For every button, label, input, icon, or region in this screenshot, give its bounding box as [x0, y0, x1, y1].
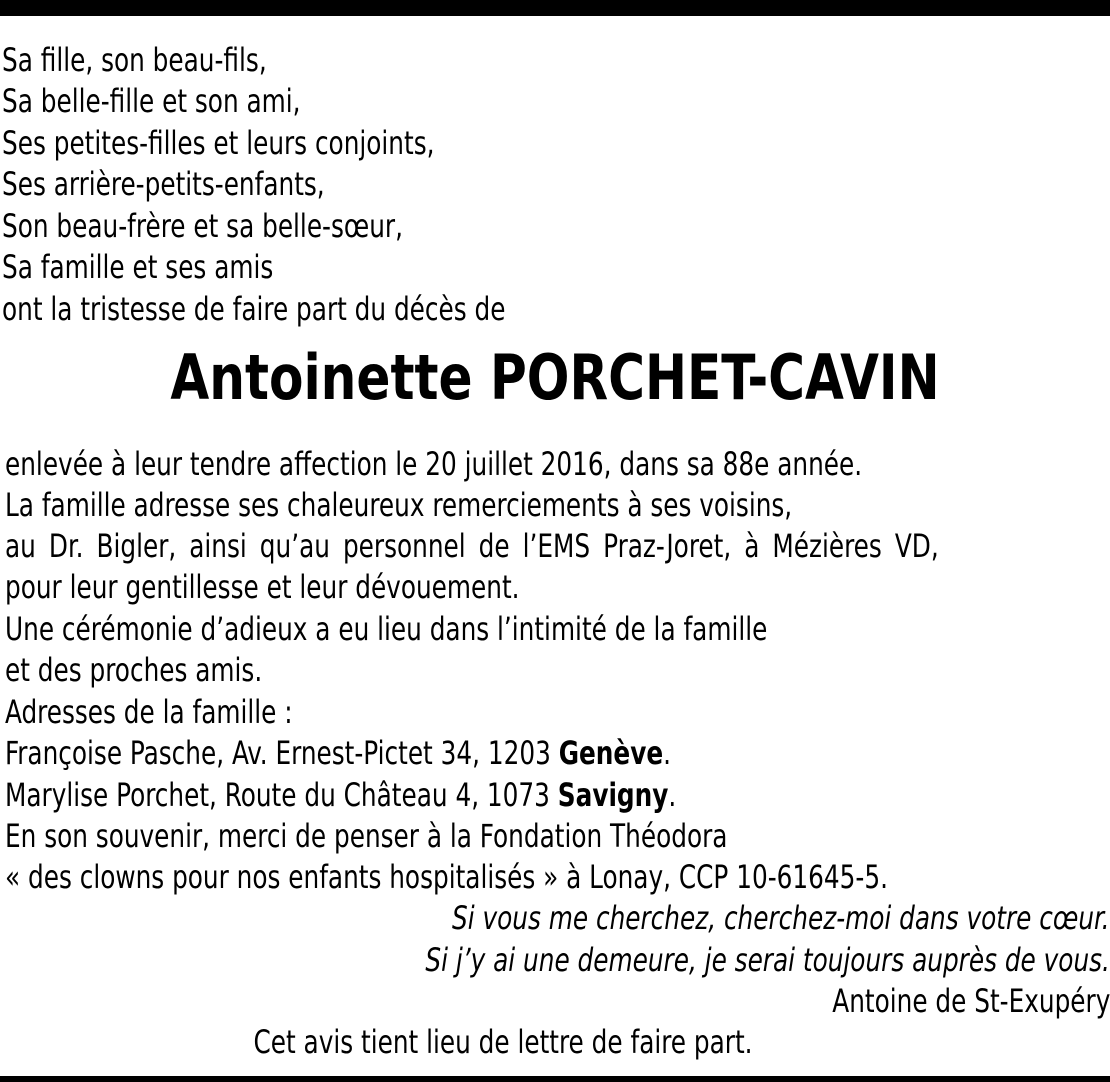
body-line: Une cérémonie d’adieux a eu lieu dans l’intimité de la famille [5, 610, 768, 648]
quote-line: Si j’y ai une demeure, je serai toujours auprès de vous. [425, 941, 1110, 979]
address-line [5, 733, 671, 773]
address-city: Savigny [557, 776, 669, 814]
address-line [5, 775, 676, 815]
quote-author: Antoine de St-Exupéry [831, 982, 1110, 1020]
body-line: enlevée à leur tendre affection le 20 juillet 2016, dans sa 88e année. [5, 445, 863, 483]
closing-note: Cet avis tient lieu de lettre de faire part. [253, 1023, 753, 1061]
family-line: Ses arrière-petits-enfants, [2, 165, 325, 203]
address-period: . [663, 734, 672, 772]
donation-line: « des clowns pour nos enfants hospitalisés » à Lonay, CCP 10-61645-5. [5, 858, 888, 896]
family-line: Son beau-frère et sa belle-sœur, [2, 207, 403, 245]
body-line: pour leur gentillesse et leur dévouement. [5, 568, 520, 606]
address-city: Genève [558, 734, 664, 772]
deceased-name: Antoinette PORCHET-CAVIN [170, 341, 940, 414]
address-period: . [668, 776, 677, 814]
body-line: La famille adresse ses chaleureux remerciements à ses voisins, [5, 486, 793, 524]
address-text: Françoise Pasche, Av. Ernest-Pictet 34, 1203 [5, 734, 559, 772]
family-line: Sa fille, son beau-fils, [2, 41, 267, 79]
family-line: Sa famille et ses amis [2, 248, 274, 286]
address-text: Marylise Porchet, Route du Château 4, 1073 [5, 776, 558, 814]
donation-line: En son souvenir, merci de penser à la Fondation Théodora [5, 817, 728, 855]
family-line: Sa belle-fille et son ami, [2, 82, 301, 120]
quote-line: Si vous me cherchez, cherchez-moi dans votre cœur. [452, 899, 1110, 937]
body-line: au Dr. Bigler, ainsi qu’au personnel de l’EMS Praz-Joret, à Mézières VD, [5, 527, 939, 565]
bottom-rule [0, 1076, 1110, 1082]
top-rule [0, 0, 1110, 16]
family-line: Ses petites-filles et leurs conjoints, [2, 124, 435, 162]
body-line: et des proches amis. [5, 651, 263, 689]
family-line: ont la tristesse de faire part du décès de [2, 290, 506, 328]
addresses-heading: Adresses de la famille : [5, 693, 293, 731]
